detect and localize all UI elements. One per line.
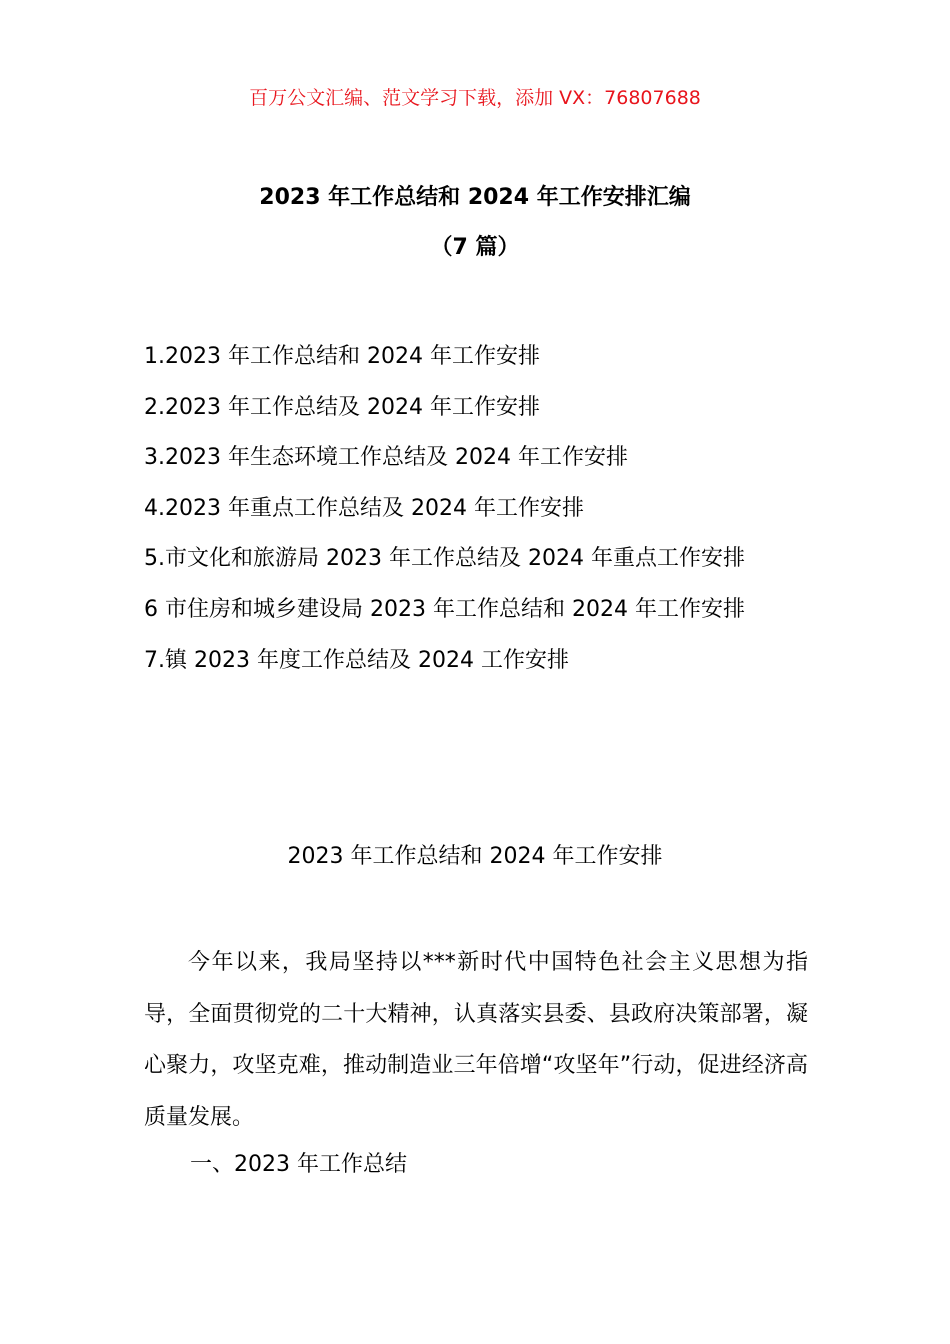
toc-item: 6 市住房和城乡建设局 2023 年工作总结和 2024 年工作安排: [144, 596, 745, 622]
heading-level-one: 一、2023 年工作总结: [190, 1152, 407, 1177]
toc-item: 7.镇 2023 年度工作总结及 2024 工作安排: [144, 647, 569, 673]
toc-item: 2.2023 年工作总结及 2024 年工作安排: [144, 394, 540, 420]
section-title: 2023 年工作总结和 2024 年工作安排: [287, 844, 663, 869]
toc-item: 1.2023 年工作总结和 2024 年工作安排: [144, 344, 540, 369]
intro-paragraph: 今年以来，我局坚持以***新时代中国特色社会主义思想为指导，全面贯彻党的二十大精神，认真落实县委、县政府决策部署，凝心聚力，攻坚克难，推动制造业三年倍增“攻坚年”行动，促进经济高质量发展。: [144, 950, 808, 1130]
toc-item: 3.2023 年生态环境工作总结及 2024 年工作安排: [144, 445, 628, 471]
header-ad-text: 百万公文汇编、范文学习下载，添加 VX：76807688: [249, 87, 701, 109]
toc-item: 5.市文化和旅游局 2023 年工作总结及 2024 年重点工作安排: [144, 546, 745, 572]
document-title: 2023 年工作总结和 2024 年工作安排汇编: [259, 185, 691, 210]
toc-item: 4.2023 年重点工作总结及 2024 年工作安排: [144, 495, 584, 521]
document-subtitle: （7 篇）: [430, 235, 520, 260]
table-of-contents: [144, 332, 844, 686]
